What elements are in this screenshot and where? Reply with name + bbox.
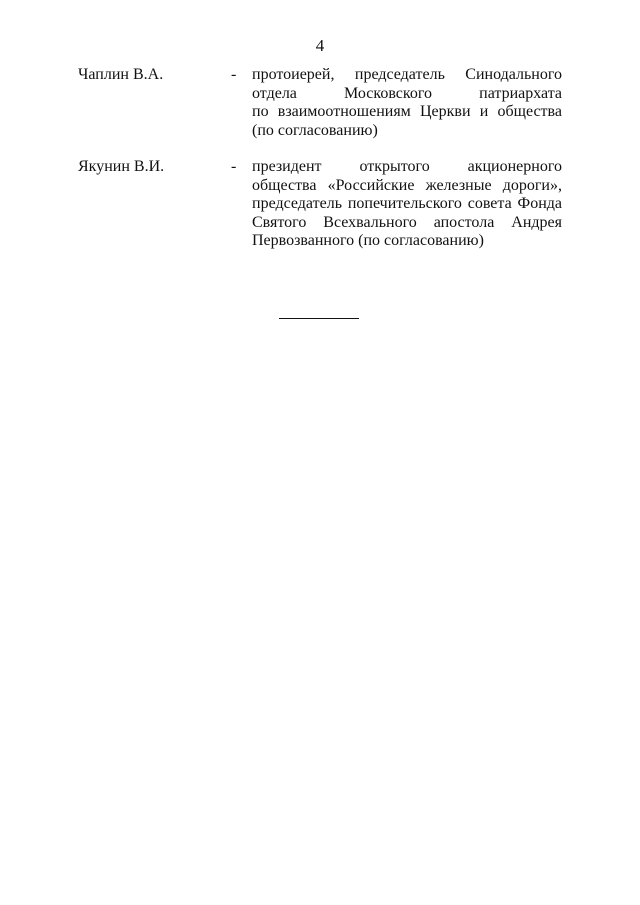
end-of-list-divider xyxy=(279,318,359,319)
member-name: Якунин В.И. xyxy=(78,158,165,175)
description-line: председатель попечительского совета Фонда xyxy=(252,195,562,212)
member-entry-chaplin xyxy=(78,66,562,140)
description-line: (по согласованию) xyxy=(252,121,378,139)
description-line: отдела Московского патриархата xyxy=(252,84,562,102)
member-name: Чаплин В.А. xyxy=(78,66,164,83)
description-line: Первозванного (по согласованию) xyxy=(252,232,484,249)
description-line: протоиерей, председатель Синодального xyxy=(252,66,562,83)
page-number: 4 xyxy=(315,36,325,55)
description-line: Святого Всехвального апостола Андрея xyxy=(252,213,562,231)
member-description xyxy=(252,158,562,251)
member-dash: - xyxy=(231,158,237,175)
member-entry-yakunin xyxy=(78,158,562,251)
member-dash: - xyxy=(231,66,237,83)
description-line: общества «Российские железные дороги», xyxy=(252,176,562,194)
description-line: по взаимоотношениям Церкви и общества xyxy=(252,103,562,120)
member-description xyxy=(252,66,562,140)
description-line: президент открытого акционерного xyxy=(252,158,562,175)
